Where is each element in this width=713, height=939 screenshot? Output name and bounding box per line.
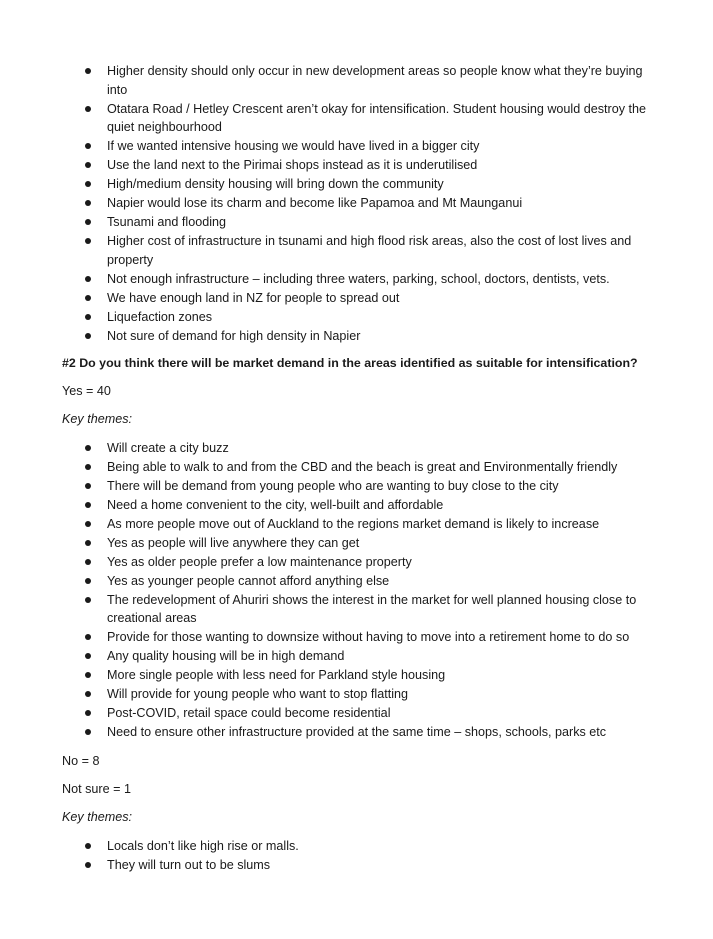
list-item: Post-COVID, retail space could become residential bbox=[62, 704, 662, 723]
list-item: Any quality housing will be in high demand bbox=[62, 647, 662, 666]
no-themes-list bbox=[62, 837, 662, 875]
list-item: We have enough land in NZ for people to spread out bbox=[62, 289, 662, 308]
list-item: They will turn out to be slums bbox=[62, 856, 662, 875]
bullet-icon bbox=[85, 597, 91, 603]
list-item: Will provide for young people who want to stop flatting bbox=[62, 685, 662, 704]
list-item: The redevelopment of Ahuriri shows the interest in the market for well planned housing close to creational areas bbox=[62, 591, 662, 628]
bullet-icon bbox=[85, 710, 91, 716]
bullet-icon bbox=[85, 691, 91, 697]
list-item: Provide for those wanting to downsize without having to move into a retirement home to do so bbox=[62, 628, 662, 647]
list-item: Otatara Road / Hetley Crescent aren’t okay for intensification. Student housing would destroy the quiet neighbourhood bbox=[62, 100, 662, 137]
list-item: Yes as younger people cannot afford anything else bbox=[62, 572, 662, 591]
bullet-icon bbox=[85, 483, 91, 489]
list-item: Yes as people will live anywhere they can get bbox=[62, 534, 662, 553]
list-item: Locals don’t like high rise or malls. bbox=[62, 837, 662, 856]
list-item: Not enough infrastructure – including three waters, parking, school, doctors, dentists, vets. bbox=[62, 270, 662, 289]
list-item: Liquefaction zones bbox=[62, 308, 662, 327]
bullet-icon bbox=[85, 672, 91, 678]
list-item: Need to ensure other infrastructure provided at the same time – shops, schools, parks etc bbox=[62, 723, 662, 742]
bullet-icon bbox=[85, 143, 91, 149]
concerns-list bbox=[62, 62, 662, 346]
bullet-icon bbox=[85, 653, 91, 659]
yes-count: Yes = 40 bbox=[62, 384, 111, 398]
not-sure-count: Not sure = 1 bbox=[62, 782, 131, 796]
no-count: No = 8 bbox=[62, 754, 100, 768]
list-item: Higher density should only occur in new development areas so people know what they’re buying into bbox=[62, 62, 662, 99]
list-item: Yes as older people prefer a low maintenance property bbox=[62, 553, 662, 572]
bullet-icon bbox=[85, 464, 91, 470]
bullet-icon bbox=[85, 314, 91, 320]
demand-themes-list bbox=[62, 439, 662, 742]
question-heading: #2 Do you think there will be market demand in the areas identified as suitable for intensification? bbox=[62, 356, 638, 370]
bullet-icon bbox=[85, 502, 91, 508]
bullet-icon bbox=[85, 162, 91, 168]
list-item: More single people with less need for Parkland style housing bbox=[62, 666, 662, 685]
bullet-icon bbox=[85, 729, 91, 735]
list-item: Need a home convenient to the city, well-built and affordable bbox=[62, 496, 662, 515]
bullet-icon bbox=[85, 219, 91, 225]
bullet-icon bbox=[85, 843, 91, 849]
bullet-icon bbox=[85, 200, 91, 206]
list-item: Being able to walk to and from the CBD and the beach is great and Environmentally friendly bbox=[62, 458, 662, 477]
list-item: As more people move out of Auckland to the regions market demand is likely to increase bbox=[62, 515, 662, 534]
bullet-icon bbox=[85, 445, 91, 451]
list-item: High/medium density housing will bring down the community bbox=[62, 175, 662, 194]
list-item: Higher cost of infrastructure in tsunami and high flood risk areas, also the cost of lost lives and property bbox=[62, 232, 662, 269]
bullet-icon bbox=[85, 634, 91, 640]
bullet-icon bbox=[85, 106, 91, 112]
bullet-icon bbox=[85, 68, 91, 74]
list-item: Not sure of demand for high density in Napier bbox=[62, 327, 662, 346]
bullet-icon bbox=[85, 181, 91, 187]
bullet-icon bbox=[85, 521, 91, 527]
bullet-icon bbox=[85, 238, 91, 244]
bullet-icon bbox=[85, 295, 91, 301]
bullet-icon bbox=[85, 578, 91, 584]
list-item: There will be demand from young people who are wanting to buy close to the city bbox=[62, 477, 662, 496]
list-item: Will create a city buzz bbox=[62, 439, 662, 458]
list-item: Napier would lose its charm and become like Papamoa and Mt Maunganui bbox=[62, 194, 662, 213]
bullet-icon bbox=[85, 540, 91, 546]
list-item: If we wanted intensive housing we would have lived in a bigger city bbox=[62, 137, 662, 156]
bullet-icon bbox=[85, 862, 91, 868]
bullet-icon bbox=[85, 276, 91, 282]
list-item: Use the land next to the Pirimai shops instead as it is underutilised bbox=[62, 156, 662, 175]
bullet-icon bbox=[85, 559, 91, 565]
list-item: Tsunami and flooding bbox=[62, 213, 662, 232]
key-themes-label: Key themes: bbox=[62, 412, 132, 426]
bullet-icon bbox=[85, 333, 91, 339]
key-themes-label-2: Key themes: bbox=[62, 810, 132, 824]
